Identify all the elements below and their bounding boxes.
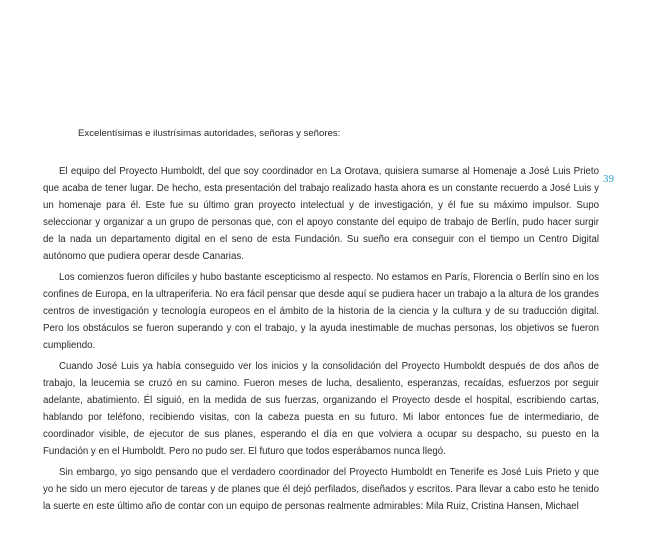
salutation: Excelentísimas e ilustrísimas autoridades, señoras y señores: [78, 128, 341, 139]
paragraph: Sin embargo, yo sigo pensando que el verdadero coordinador del Proyecto Humboldt en Tenerife es José Luis Prieto y que yo he sido un mero ejecutor de tareas y de planes que él dejó perfilados, diseñados y escritos. Para llevar a cabo esto he tenido la suerte en este último año de contar con un equipo de personas realmente admirables: Mila Ruiz, Cristina Hansen, Michael [43, 467, 599, 512]
body-text [43, 163, 599, 519]
page-number: 39 [603, 173, 614, 185]
paragraph: Los comienzos fueron difíciles y hubo bastante escepticismo al respecto. No estamos en París, Florencia o Berlín sino en los confines de Europa, en la ultraperiferia. No era fácil pensar que desde aquí se pudiera hacer un trabajo a la altura de los grandes centros de investigación y tecnología europeos en el ámbito de la historia de la ciencia y la cultura y de su traducción digital. Pero los obstáculos se fueron superando y con el trabajo, y la ayuda inestimable de muchas personas, los objetivos se fueron cumpliendo. [43, 272, 599, 351]
paragraph: Cuando José Luis ya había conseguido ver los inicios y la consolidación del Proyecto Humboldt después de dos años de trabajo, la leucemia se cruzó en su camino. Fueron meses de lucha, desaliento, esperanzas, recaídas, esfuerzos por seguir adelante, abatimiento. Él siguió, en la medida de sus fuerzas, organizando el Proyecto desde el hospital, escribiendo cartas, hablando por teléfono, recibiendo visitas, con la cabeza puesta en su futuro. Mi labor entonces fue de intermediario, de coordinador visible, de ejecutor de sus planes, esperando el día en que volviera a ocupar su despacho, su puesto en la Fundación y en el Humboldt. Pero no pudo ser. El futuro que todos esperábamos nunca llegó. [43, 361, 599, 457]
paragraph: El equipo del Proyecto Humboldt, del que soy coordinador en La Orotava, quisiera sumarse al Homenaje a José Luis Prieto que acaba de tener lugar. De hecho, esta presentación del trabajo realizado hasta ahora es un constante recuerdo a José Luis y un homenaje para él. Este fue su último gran proyecto intelectual y de investigación, y él fue su máximo impulsor. Supo seleccionar y organizar a un grupo de personas que, con el apoyo constante del equipo de trabajo de Berlín, pudo hacer surgir de la nada un departamento digital en el seno de esta Fundación. Su sueño era conseguir con el tiempo un Centro Digital autónomo que pudiera operar desde Canarias. [43, 166, 599, 262]
